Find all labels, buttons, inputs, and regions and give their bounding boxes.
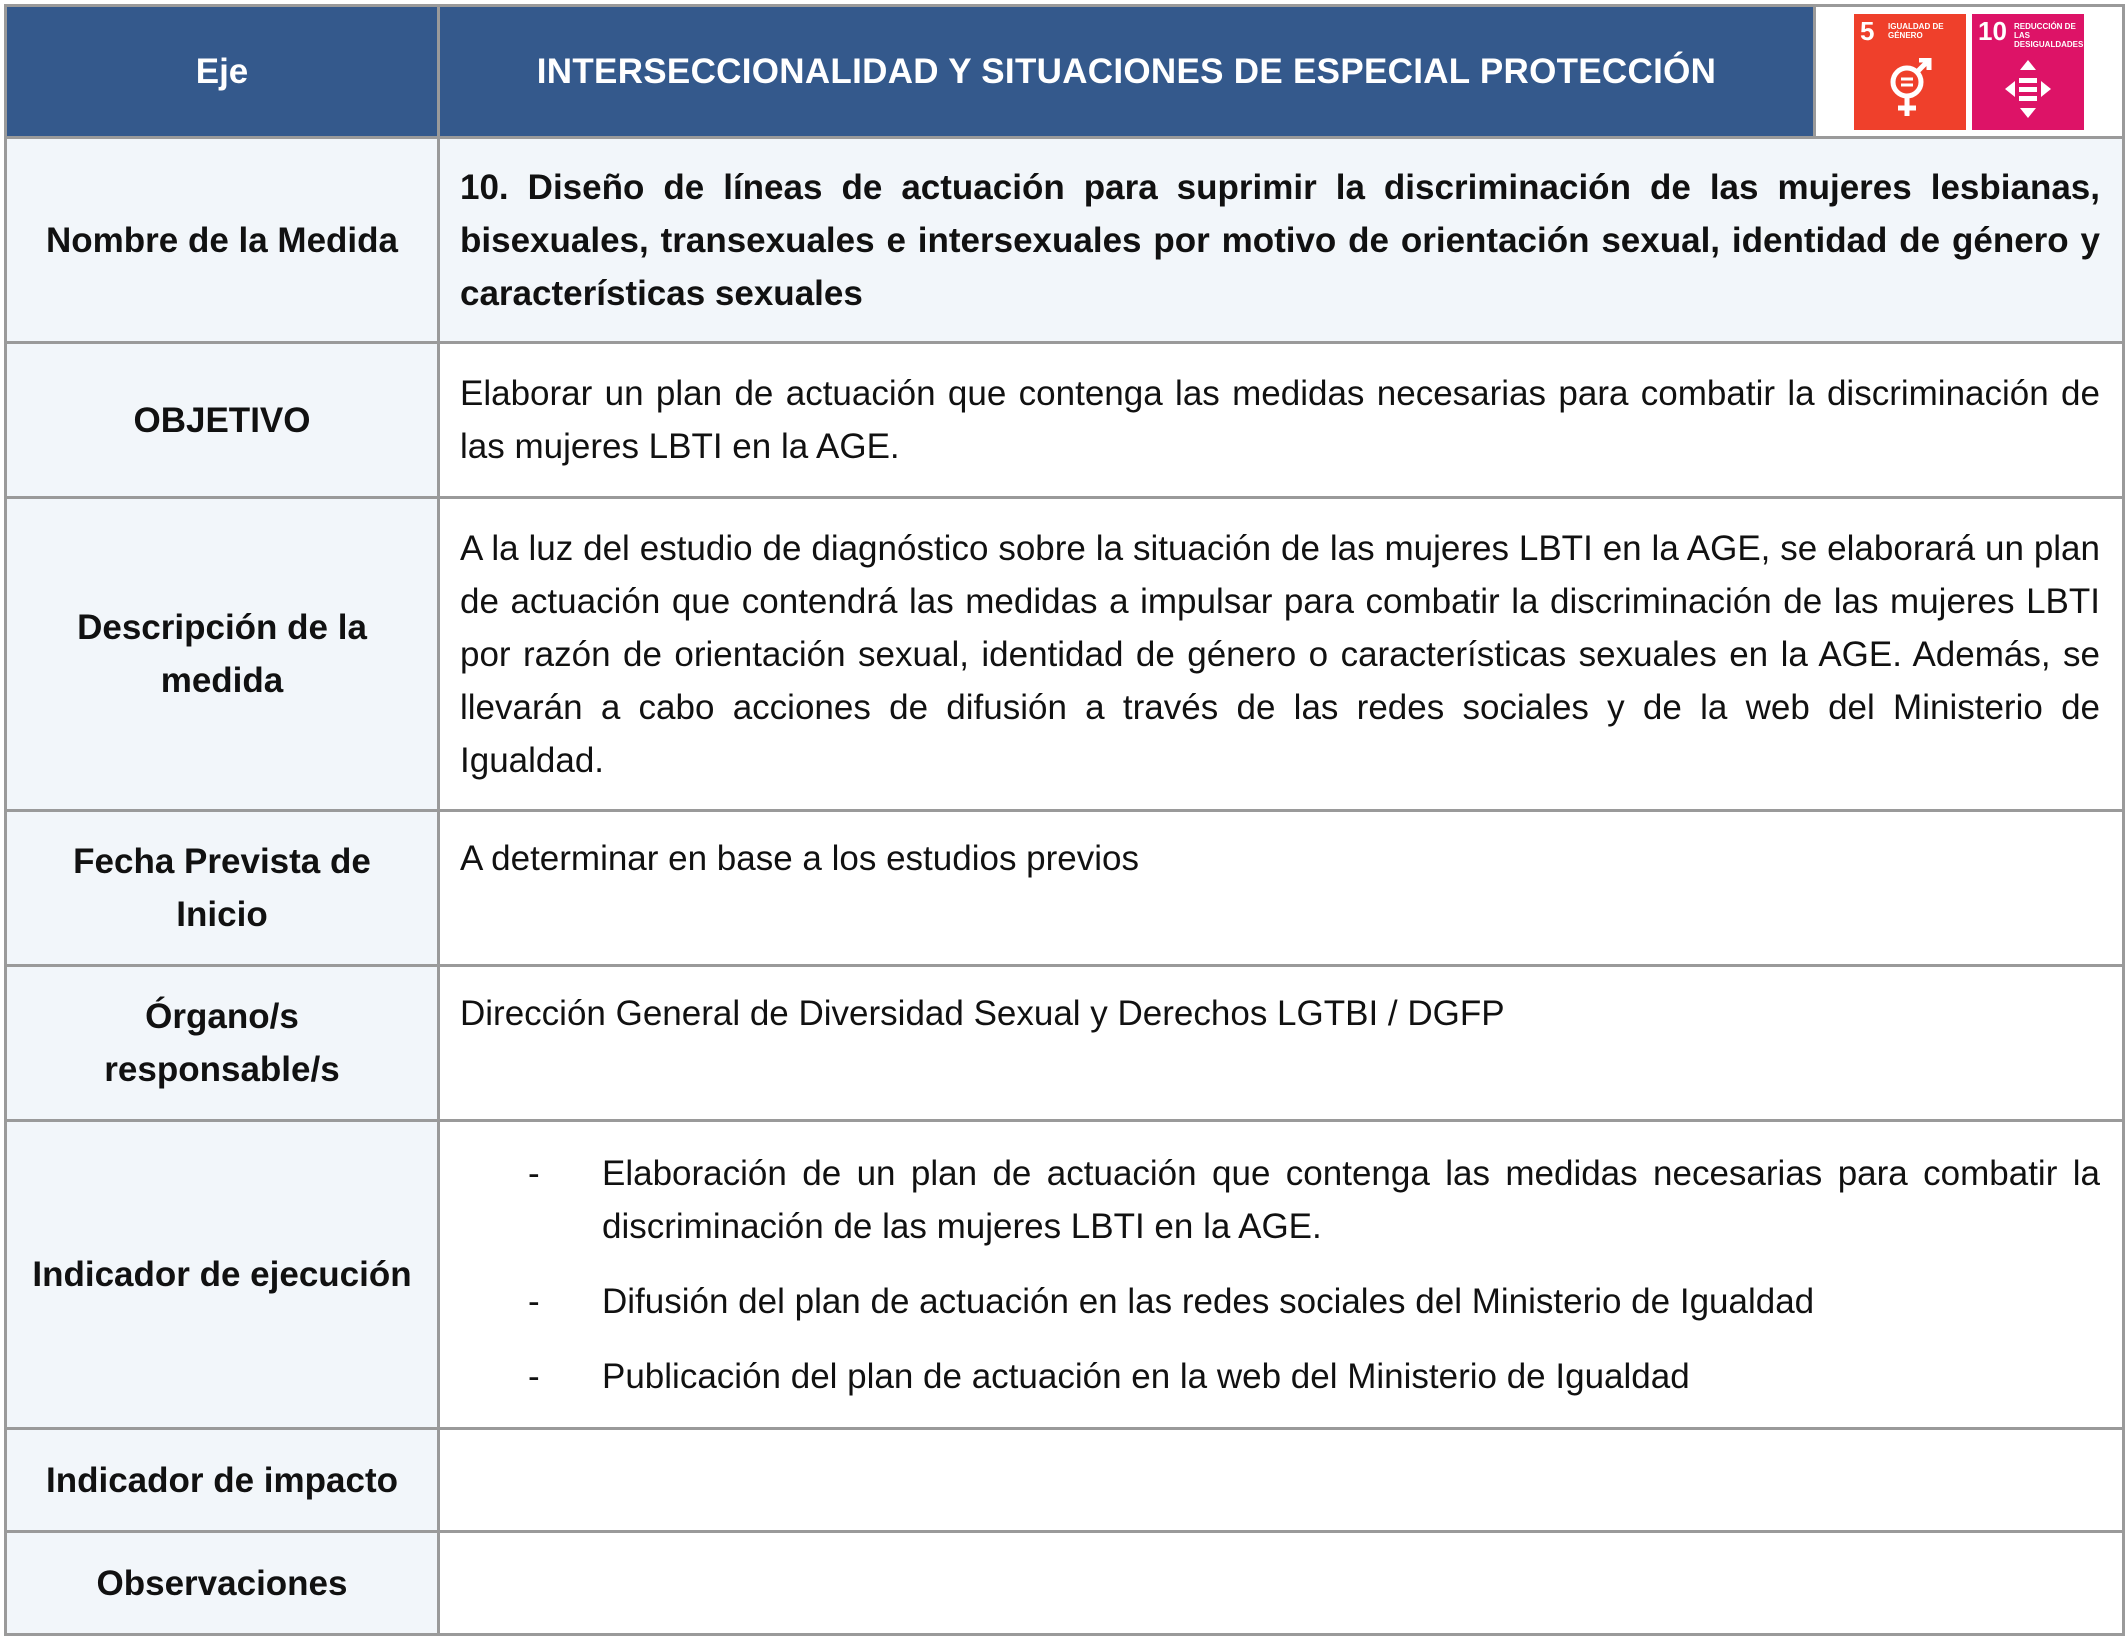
nombre-label: Nombre de la Medida	[6, 138, 439, 343]
list-item	[460, 1350, 2100, 1403]
header-row	[6, 6, 2124, 138]
organo-label: Órgano/s responsable/s	[6, 966, 439, 1121]
objetivo-label: OBJETIVO	[6, 343, 439, 498]
list-item-text: Publicación del plan de actuación en la web del Ministerio de Igualdad	[602, 1356, 1690, 1396]
indicador-ejecucion-label: Indicador de ejecución	[6, 1121, 439, 1429]
row-indicador-impacto	[6, 1429, 2124, 1532]
indicador-ejecucion-value	[439, 1121, 2124, 1429]
sdg-5-label: IGUALDAD DE GÉNERO	[1888, 21, 1944, 40]
fecha-value: A determinar en base a los estudios previos	[439, 811, 2124, 966]
indicador-ejecucion-list	[460, 1147, 2100, 1403]
observaciones-label: Observaciones	[6, 1532, 439, 1635]
measure-table	[4, 4, 2125, 1636]
list-item-text: Elaboración de un plan de actuación que contenga las medidas necesarias para combatir la discriminación de las mujeres LBTI en la AGE.	[602, 1153, 2100, 1246]
measure-sheet	[4, 4, 2122, 1636]
organo-value: Dirección General de Diversidad Sexual y Derechos LGTBI / DGFP	[439, 966, 2124, 1121]
gender-equality-icon	[1885, 58, 1935, 120]
row-nombre	[6, 138, 2124, 343]
sdg-badges	[1815, 6, 2124, 138]
row-indicador-ejecucion	[6, 1121, 2124, 1429]
sdg-5-number: 5	[1860, 15, 1875, 46]
fecha-label: Fecha Prevista de Inicio	[6, 811, 439, 966]
list-item	[460, 1275, 2100, 1328]
reduced-inequalities-icon	[2003, 58, 2053, 120]
eje-label: Eje	[6, 6, 439, 138]
indicador-impacto-label: Indicador de impacto	[6, 1429, 439, 1532]
row-objetivo	[6, 343, 2124, 498]
sdg-5-badge	[1854, 14, 1966, 130]
list-item-text: Difusión del plan de actuación en las redes sociales del Ministerio de Igualdad	[602, 1281, 1815, 1321]
axis-title: INTERSECCIONALIDAD Y SITUACIONES DE ESPECIAL PROTECCIÓN	[439, 6, 1815, 138]
row-organo	[6, 966, 2124, 1121]
sdg-10-number: 10	[1978, 15, 2007, 46]
row-fecha	[6, 811, 2124, 966]
bullet-dash: -	[528, 1356, 540, 1396]
descripcion-label: Descripción de la medida	[6, 498, 439, 811]
bullet-dash: -	[528, 1153, 540, 1193]
list-item	[460, 1147, 2100, 1253]
descripcion-value: A la luz del estudio de diagnóstico sobre la situación de las mujeres LBTI en la AGE, se elaborará un plan de actuación que contendrá las medidas a impulsar para combatir la discriminación de las mujeres LBTI por razón de orientación sexual, identidad de género o características sexuales en la AGE. Además, se llevarán a cabo acciones de difusión a través de las redes sociales y de la web del Ministerio de Igualdad.	[439, 498, 2124, 811]
sdg-10-badge	[1972, 14, 2084, 130]
objetivo-value: Elaborar un plan de actuación que contenga las medidas necesarias para combatir la discriminación de las mujeres LBTI en la AGE.	[439, 343, 2124, 498]
nombre-value: 10. Diseño de líneas de actuación para suprimir la discriminación de las mujeres lesbianas, bisexuales, transexuales e intersexuales por motivo de orientación sexual, identidad de género y características sexuales	[439, 138, 2124, 343]
indicador-impacto-value	[439, 1429, 2124, 1532]
sdg-10-label: REDUCCIÓN DE LAS DESIGUALDADES	[2014, 21, 2084, 49]
row-observaciones	[6, 1532, 2124, 1635]
bullet-dash: -	[528, 1281, 540, 1321]
observaciones-value	[439, 1532, 2124, 1635]
row-descripcion	[6, 498, 2124, 811]
